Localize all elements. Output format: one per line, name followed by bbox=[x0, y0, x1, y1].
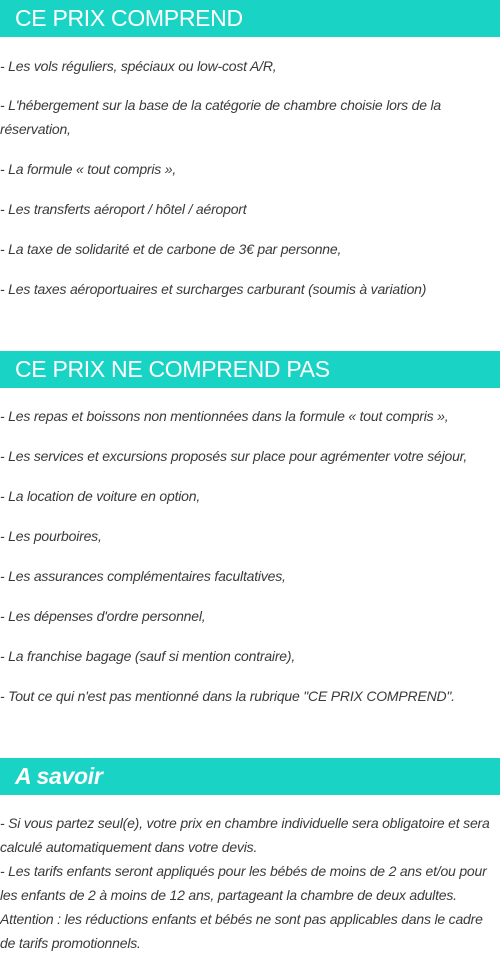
info-block bbox=[0, 811, 500, 955]
list-item: - La franchise bagage (sauf si mention contraire), bbox=[0, 648, 296, 664]
list-item: - Tout ce qui n'est pas mentionné dans la rubrique "CE PRIX COMPREND". bbox=[0, 688, 455, 704]
list-item: - Les vols réguliers, spéciaux ou low-cost A/R, bbox=[0, 58, 277, 74]
section-header-a-savoir: A savoir bbox=[0, 758, 500, 795]
list-item: - La taxe de solidarité et de carbone de 3€ par personne, bbox=[0, 241, 342, 257]
list-item: - Les services et excursions proposés sur place pour agrémenter votre séjour, bbox=[0, 448, 468, 464]
list-item: - Les pourboires, bbox=[0, 528, 102, 544]
list-item: - La location de voiture en option, bbox=[0, 488, 201, 504]
list-item: - Les repas et boissons non mentionnées dans la formule « tout compris », bbox=[0, 408, 449, 424]
list-item: - Les assurances complémentaires facultatives, bbox=[0, 568, 286, 584]
list-item: - Les taxes aéroportuaires et surcharges carburant (soumis à variation) bbox=[0, 281, 427, 297]
list-item: - La formule « tout compris », bbox=[0, 161, 177, 177]
section-header-includes: CE PRIX COMPREND bbox=[0, 0, 500, 37]
info-paragraph: Attention : les réductions enfants et bébés ne sont pas applicables dans le cadre de tarifs promotionnels. bbox=[0, 911, 483, 951]
list-item: - L'hébergement sur la base de la catégorie de chambre choisie lors de la réservation, bbox=[0, 97, 442, 137]
info-paragraph: - Les tarifs enfants seront appliqués pour les bébés de moins de 2 ans et/ou pour les enfants de 2 à moins de 12 ans, partageant la chambre de deux adultes. bbox=[0, 863, 487, 903]
list-item: - Les transferts aéroport / hôtel / aéroport bbox=[0, 201, 247, 217]
info-paragraph: - Si vous partez seul(e), votre prix en chambre individuelle sera obligatoire et sera calculé automatiquement dans votre devis. bbox=[0, 815, 490, 855]
section-header-excludes: CE PRIX NE COMPREND PAS bbox=[0, 351, 500, 388]
list-item: - Les dépenses d'ordre personnel, bbox=[0, 608, 206, 624]
